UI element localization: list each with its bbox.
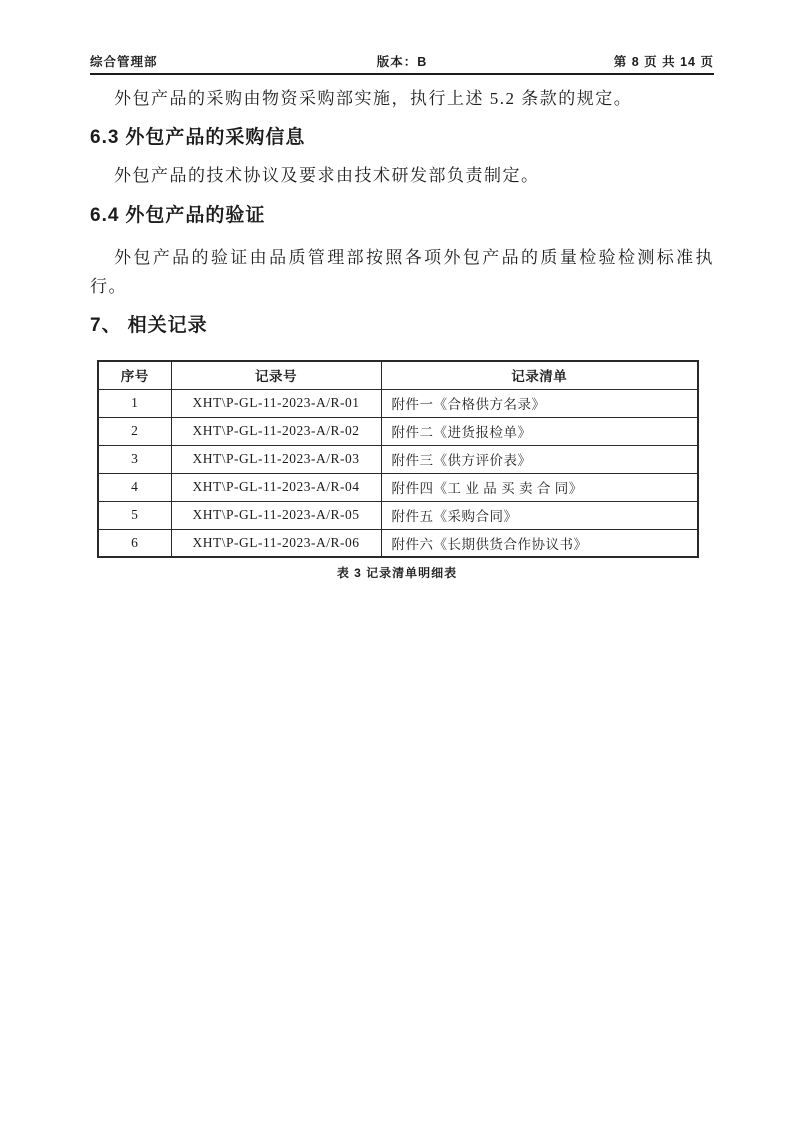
section-number: 6.3	[90, 127, 120, 148]
section-heading-7	[90, 314, 714, 338]
cell-record-no: XHT\P-GL-11-2023-A/R-01	[171, 389, 381, 417]
column-header-no: 记录号	[171, 361, 381, 389]
section-title: 外包产品的验证	[125, 205, 266, 226]
running-header	[90, 54, 714, 75]
section-title: 相关记录	[127, 315, 208, 336]
table-header-row	[98, 361, 698, 389]
section-heading-63	[90, 126, 714, 150]
cell-record-no: XHT\P-GL-11-2023-A/R-02	[171, 417, 381, 445]
paragraph-line: 行。	[90, 277, 127, 296]
table-row	[98, 445, 698, 473]
cell-record-list: 附件六《长期供货合作协议书》	[381, 529, 698, 557]
cell-seq: 3	[98, 445, 171, 473]
table-row	[98, 417, 698, 445]
cell-record-no: XHT\P-GL-11-2023-A/R-06	[171, 529, 381, 557]
table-row	[98, 389, 698, 417]
table-caption: 表 3 记录清单明细表	[336, 566, 458, 580]
table-row	[98, 473, 698, 501]
header-version: 版本：B	[376, 55, 428, 69]
cell-record-list: 附件四《工 业 品 买 卖 合 同》	[381, 473, 698, 501]
column-header-seq: 序号	[98, 361, 171, 389]
cell-seq: 1	[98, 389, 171, 417]
section-64-paragraph	[90, 243, 714, 301]
cell-seq: 5	[98, 501, 171, 529]
column-header-list: 记录清单	[381, 361, 698, 389]
cell-seq: 2	[98, 417, 171, 445]
table-row	[98, 501, 698, 529]
cell-record-list: 附件一《合格供方名录》	[381, 389, 698, 417]
paragraph-line: 外包产品的验证由品质管理部按照各项外包产品的质量检验检测标准执	[114, 248, 714, 267]
cell-record-list: 附件三《供方评价表》	[381, 445, 698, 473]
header-page-number: 第 8 页 共 14 页	[613, 55, 714, 69]
cell-seq: 6	[98, 529, 171, 557]
table-row	[98, 529, 698, 557]
cell-record-no: XHT\P-GL-11-2023-A/R-04	[171, 473, 381, 501]
section-title: 外包产品的采购信息	[125, 127, 306, 148]
section-number: 6.4	[90, 205, 120, 226]
intro-paragraph: 外包产品的采购由物资采购部实施，执行上述 5.2 条款的规定。	[114, 89, 633, 108]
header-department: 综合管理部	[90, 55, 158, 69]
cell-record-list: 附件二《进货报检单》	[381, 417, 698, 445]
cell-record-no: XHT\P-GL-11-2023-A/R-05	[171, 501, 381, 529]
page-content	[90, 54, 714, 581]
cell-record-no: XHT\P-GL-11-2023-A/R-03	[171, 445, 381, 473]
cell-seq: 4	[98, 473, 171, 501]
section-number: 7、	[90, 315, 122, 336]
section-heading-64	[90, 204, 714, 228]
cell-record-list: 附件五《采购合同》	[381, 501, 698, 529]
section-63-paragraph: 外包产品的技术协议及要求由技术研发部负责制定。	[114, 166, 540, 185]
records-table	[97, 360, 699, 558]
